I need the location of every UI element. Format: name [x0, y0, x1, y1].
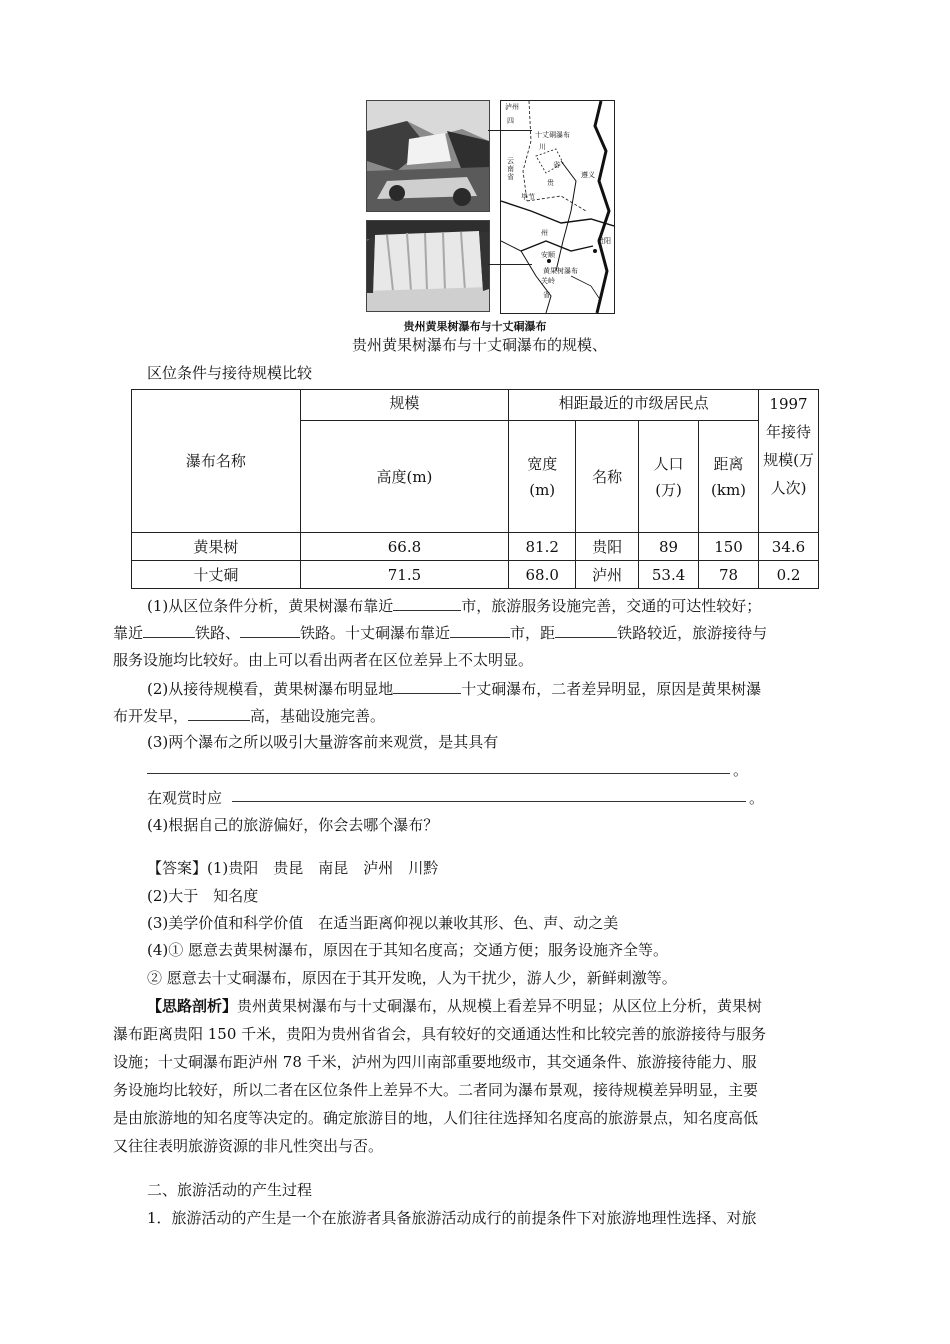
answer-blank[interactable] [143, 622, 195, 638]
cell-reception: 0.2 [759, 561, 819, 589]
cell-distance: 150 [699, 533, 759, 561]
answer-line[interactable] [147, 773, 730, 774]
map-label-anshun: 安顺 [541, 251, 555, 259]
map-label-luzhou: 泸州 [505, 103, 519, 111]
cell-height: 71.5 [300, 561, 509, 589]
cell-name: 黄果树 [132, 533, 301, 561]
map-label-shizhangdong: 十丈硐瀑布 [535, 131, 570, 139]
header-population: 人口(万) [639, 421, 699, 533]
header-reception-1997: 1997年接待规模(万人次) [759, 390, 819, 533]
answer-line[interactable] [232, 801, 746, 802]
question-1-line-3: 服务设施均比较好。由上可以看出两者在区位差异上不太明显。 [113, 651, 534, 669]
table-row [132, 533, 819, 561]
section-2-heading: 二、旅游活动的产生过程 [147, 1181, 313, 1199]
answer-blank[interactable] [240, 622, 300, 638]
answer-5: ② 愿意去十丈硐瀑布，原因在于其开发晚，人为干扰少，游人少，新鲜刺激等。 [147, 969, 677, 987]
analysis-line-4: 务设施均比较好，所以二者在区位条件上差异不大。二者同为瀑布景观，接待规模差异明显，主要 [113, 1081, 759, 1099]
cell-city: 泸州 [576, 561, 639, 589]
cell-height: 66.8 [300, 533, 509, 561]
map-label-gui: 贵 [547, 179, 554, 187]
comparison-table [131, 389, 819, 589]
analysis-line-5: 是由旅游地的知名度等决定的。确定旅游目的地，人们往往选择知名度高的旅游景点，知名度高低 [113, 1109, 759, 1127]
question-3-period: 。 [733, 761, 749, 779]
huangguoshu-waterfall-photo [366, 100, 490, 212]
map-label-yunnan: 云南省 [507, 157, 514, 181]
map-label-sheng-1: 省 [553, 161, 560, 169]
map-label-guanling: 关岭 [541, 277, 555, 285]
location-map [500, 100, 615, 314]
analysis-heading: 【思路剖析】 [147, 997, 238, 1015]
header-city-name: 名称 [576, 421, 639, 533]
map-label-si: 四 [507, 117, 514, 125]
answer-blank[interactable] [188, 705, 250, 721]
answer-blank[interactable] [393, 595, 461, 611]
answer-blank[interactable] [393, 678, 461, 694]
answer-2: (2)大于 知名度 [147, 887, 259, 905]
cell-width: 68.0 [509, 561, 576, 589]
analysis-line-6: 又往往表明旅游资源的非凡性突出与否。 [113, 1137, 384, 1155]
header-nearest-city: 相距最近的市级居民点 [509, 390, 759, 421]
table-row [132, 561, 819, 589]
map-label-guiyang: 贵阳 [597, 237, 611, 245]
question-3-line-1: (3)两个瀑布之所以吸引大量游客前来观赏，是其具有 [147, 733, 499, 751]
analysis-line-2: 瀑布距离贵阳 150 千米，贵阳为贵州省省会，具有较好的交通通达性和比较完善的旅游接待与服务 [113, 1025, 767, 1043]
cell-width: 81.2 [509, 533, 576, 561]
question-2-line-1: (2)从接待规模看，黄果树瀑布明显地 十丈硐瀑布，二者差异明显，原因是黄果树瀑 [147, 680, 762, 698]
figure-caption: 贵州黄果树瀑布与十丈硐瀑布 [403, 320, 547, 333]
question-3-period-2: 。 [749, 789, 765, 807]
header-height: 高度(m) [300, 421, 509, 533]
map-label-zunyi: 遵义 [581, 171, 595, 179]
answer-4: (4)① 愿意去黄果树瀑布，原因在于其知名度高；交通方便；服务设施齐全等。 [147, 941, 669, 959]
intro-line-1: 贵州黄果树瀑布与十丈硐瀑布的规模、 [352, 336, 608, 354]
question-1-line-1: (1)从区位条件分析，黄果树瀑布靠近 市，旅游服务设施完善，交通的可达性较好； [147, 597, 762, 615]
map-label-chuan: 川 [539, 143, 546, 151]
section-2-paragraph: 1．旅游活动的产生是一个在旅游者具备旅游活动成行的前提条件下对旅游地理性选择、对旅 [147, 1209, 757, 1227]
answer-1: 【答案】(1)贵阳 贵昆 南昆 泸州 川黔 [147, 859, 439, 877]
leader-line-bottom [488, 264, 532, 265]
cell-population: 53.4 [639, 561, 699, 589]
shizhangdong-waterfall-photo [366, 220, 490, 312]
header-waterfall-name: 瀑布名称 [132, 390, 301, 533]
cell-reception: 34.6 [759, 533, 819, 561]
cell-distance: 78 [699, 561, 759, 589]
question-2-line-2: 布开发早， 高，基础设施完善。 [113, 707, 386, 725]
map-label-bijie: 毕节 [521, 193, 535, 201]
question-1-line-2: 靠近 铁路、 铁路。十丈硐瀑布靠近 市，距 铁路较近，旅游接待与 [113, 624, 768, 642]
header-distance: 距离(km) [699, 421, 759, 533]
map-label-sheng-2: 省 [543, 291, 550, 299]
analysis-line-1: 【思路剖析】贵州黄果树瀑布与十丈硐瀑布，从规模上看差异不明显；从区位上分析，黄果树 [147, 997, 763, 1015]
header-width: 宽度(m) [509, 421, 576, 533]
answer-blank[interactable] [555, 622, 617, 638]
question-3-line-2: 在观赏时应 [147, 789, 223, 807]
cell-name: 十丈硐 [132, 561, 301, 589]
map-label-huangguoshu: 黄果树瀑布 [543, 267, 578, 275]
answer-3: (3)美学价值和科学价值 在适当距离仰视以兼收其形、色、声、动之美 [147, 914, 619, 932]
analysis-line-3: 设施；十丈硐瀑布距泸州 78 千米，泸州为四川南部重要地级市，其交通条件、旅游接待能力、服 [113, 1053, 757, 1071]
question-4: (4)根据自己的旅游偏好，你会去哪个瀑布？ [147, 816, 439, 834]
intro-line-2: 区位条件与接待规模比较 [147, 364, 313, 382]
answer-blank[interactable] [450, 622, 510, 638]
cell-city: 贵阳 [576, 533, 639, 561]
leader-line-top [488, 130, 532, 131]
header-scale: 规模 [300, 390, 509, 421]
cell-population: 89 [639, 533, 699, 561]
map-label-zhou: 州 [541, 229, 548, 237]
